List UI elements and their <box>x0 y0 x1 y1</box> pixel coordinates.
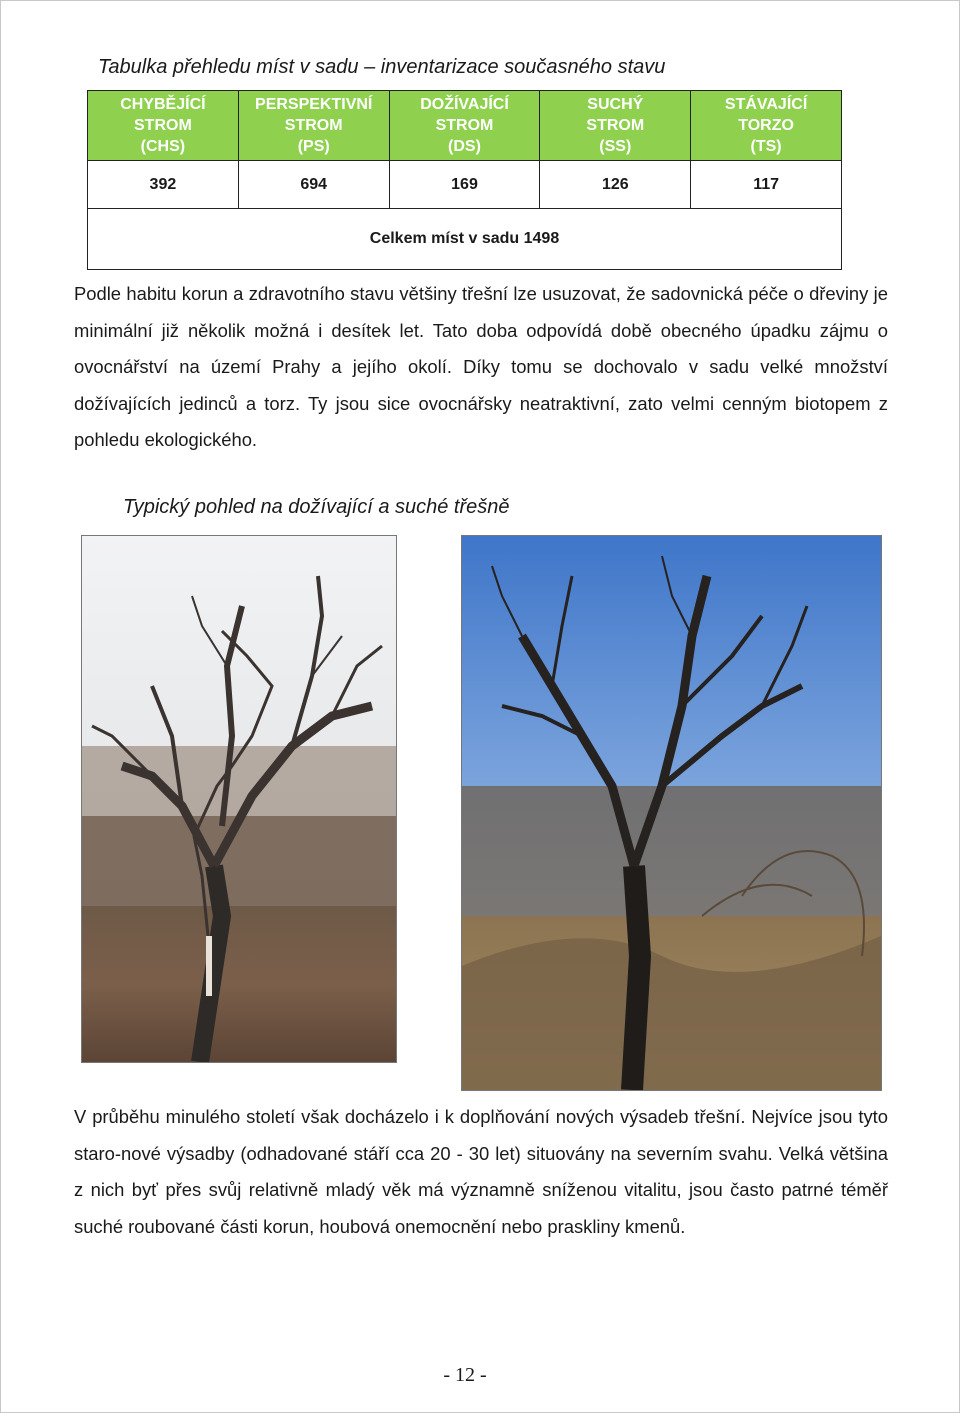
paragraph-habitus: Podle habitu korun a zdravotního stavu většiny třešní lze usuzovat, že sadovnická péče o dřeviny je minimální již několik možná i desítek let. Tato doba odpovídá době obecného úpadku zájmu o ovocnářství na území Prahy a jejího okolí. Díky tomu se dochovalo v sadu velké množství dožívajících jedinců a torz. Ty jsou sice ovocnářsky neatraktivní, zato velmi cenným biotopem z pohledu ekologického. <box>74 283 888 451</box>
header-line: (PS) <box>297 138 330 155</box>
table-values-row <box>88 161 842 209</box>
header-line: (SS) <box>599 138 632 155</box>
page-number: - 12 - <box>443 1364 487 1386</box>
header-line: CHYBĚJÍCÍ <box>120 96 206 113</box>
header-line: (DS) <box>448 138 481 155</box>
header-line: STROM <box>134 117 192 134</box>
total-cell: Celkem míst v sadu 1498 <box>88 209 842 270</box>
header-cell-ss <box>540 91 691 161</box>
value-cell-ps: 694 <box>238 161 389 209</box>
overview-table <box>87 90 842 270</box>
tree-photo-left <box>82 536 396 1062</box>
header-cell-ts <box>691 91 842 161</box>
header-cell-ps <box>238 91 389 161</box>
tree-photo-right <box>462 536 881 1090</box>
header-line: DOŽÍVAJÍCÍ <box>420 96 509 113</box>
paragraph-new-plantings: V průběhu minulého století však docházelo i k doplňování nových výsadeb třešní. Nejvíce jsou tyto staro-nové výsadby (odhadované stáří cca 20 - 30 let) situovány na severním svahu. Velká většina z nich byť přes svůj relativně mladý věk má významně sníženou vitalitu, jsou často patrné téměř suché roubované části korun, houbová onemocnění nebo praskliny kmenů. <box>74 1106 888 1237</box>
header-line: PERSPEKTIVNÍ <box>255 96 373 113</box>
table-caption: Tabulka přehledu míst v sadu – inventarizace současného stavu <box>98 56 666 78</box>
table-total-row <box>88 209 842 270</box>
photo-caption: Typický pohled na dožívající a suché třešně <box>123 496 510 518</box>
header-line: STROM <box>435 117 494 134</box>
value-cell-chs: 392 <box>88 161 239 209</box>
header-line: STROM <box>284 117 343 134</box>
header-line: STÁVAJÍCÍ <box>724 96 808 113</box>
header-line: SUCHÝ <box>587 96 644 113</box>
header-line: STROM <box>586 117 645 134</box>
value-cell-ss: 126 <box>540 161 691 209</box>
header-line: (CHS) <box>140 138 186 155</box>
header-cell-chs <box>88 91 239 161</box>
value-cell-ds: 169 <box>389 161 540 209</box>
table-header-row <box>88 91 842 161</box>
header-cell-ds <box>389 91 540 161</box>
value-cell-ts: 117 <box>691 161 842 209</box>
photo-dry-cherry-tree <box>461 535 882 1091</box>
photo-old-cherry-tree <box>81 535 397 1063</box>
header-line: TORZO <box>738 117 794 134</box>
header-line: (TS) <box>750 138 782 155</box>
